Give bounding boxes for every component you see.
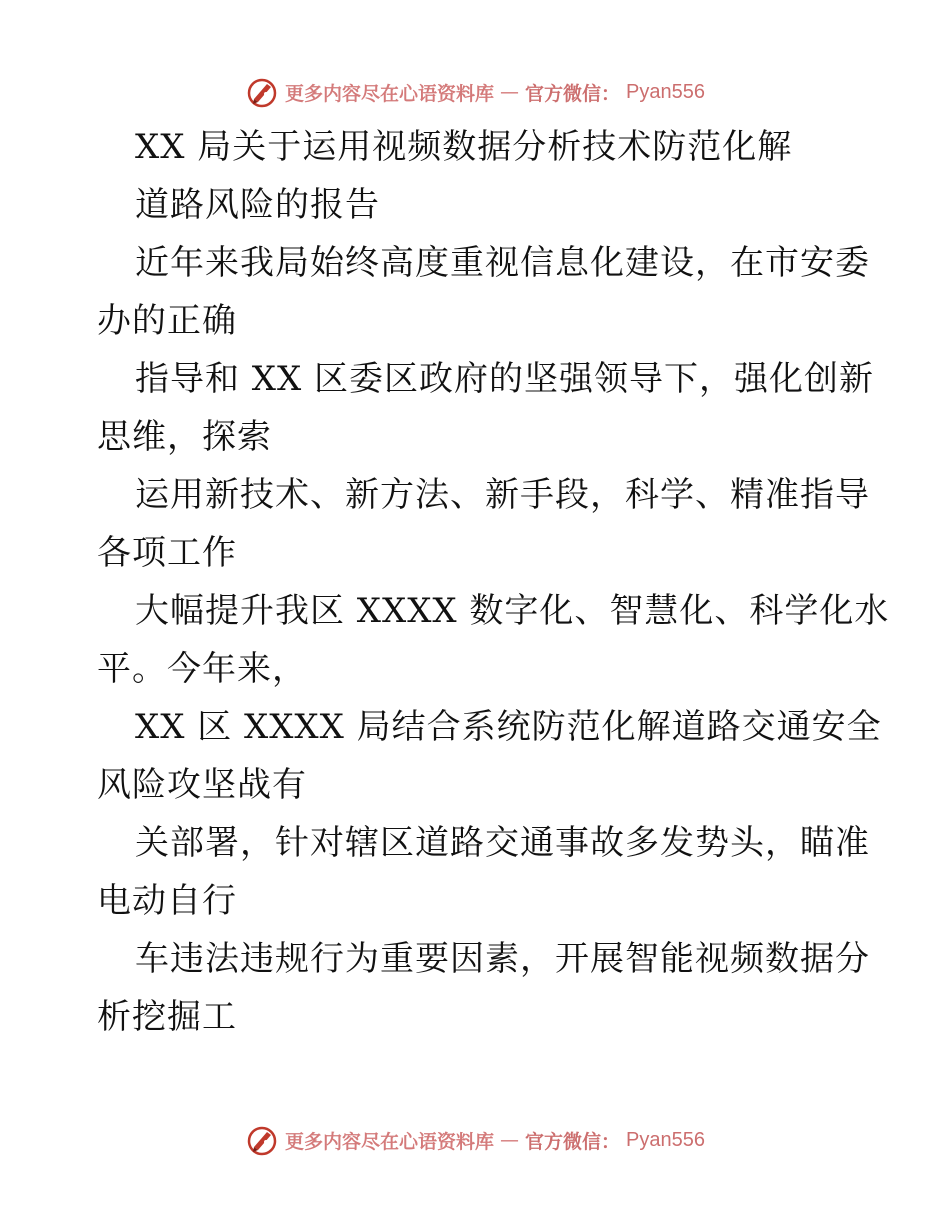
watermark-wechat-id: Pyan556: [626, 1128, 705, 1151]
paragraph-line: 各项工作: [97, 533, 237, 573]
paragraph-line: 电动自行: [97, 881, 237, 921]
pen-logo-icon: [245, 75, 279, 109]
paragraph-line: 关部署，针对辖区道路交通事故多发势头，瞄准: [135, 823, 870, 863]
paragraph-line: 思维，探索: [97, 417, 272, 457]
watermark-text: 更多内容尽在心语资料库: [285, 82, 495, 105]
watermark-dash: —: [500, 1129, 520, 1151]
paragraph-line: 近年来我局始终高度重视信息化建设，在市安委: [135, 243, 870, 283]
document-title-line-1: XX 局关于运用视频数据分析技术防范化解: [135, 127, 793, 167]
paragraph-line: 平。今年来，: [97, 649, 307, 689]
watermark-wechat-label: 官方微信：: [525, 82, 621, 105]
paragraph-line: 大幅提升我区 XXXX 数字化、智慧化、科学化水: [135, 591, 890, 631]
watermark-dash: —: [500, 81, 520, 103]
document-body: [97, 118, 890, 1046]
paragraph-line: 运用新技术、新方法、新手段，科学、精准指导: [135, 475, 870, 515]
paragraph-line: 车违法违规行为重要因素，开展智能视频数据分: [135, 939, 870, 979]
footer-watermark: [0, 1120, 950, 1160]
paragraph-line: 风险攻坚战有: [97, 765, 307, 805]
paragraph-line: XX 区 XXXX 局结合系统防范化解道路交通安全: [135, 707, 882, 747]
paragraph-line: 指导和 XX 区委区政府的坚强领导下，强化创新: [135, 359, 875, 399]
paragraph-line: 析挖掘工: [97, 997, 237, 1037]
document-title-line-2: 道路风险的报告: [135, 185, 380, 225]
header-watermark: [0, 72, 950, 112]
watermark-wechat-id: Pyan556: [626, 80, 705, 103]
paragraph-line: 办的正确: [97, 301, 237, 341]
pen-logo-icon: [245, 1123, 279, 1157]
watermark-wechat-label: 官方微信：: [525, 1130, 621, 1153]
watermark-text: 更多内容尽在心语资料库: [285, 1130, 495, 1153]
